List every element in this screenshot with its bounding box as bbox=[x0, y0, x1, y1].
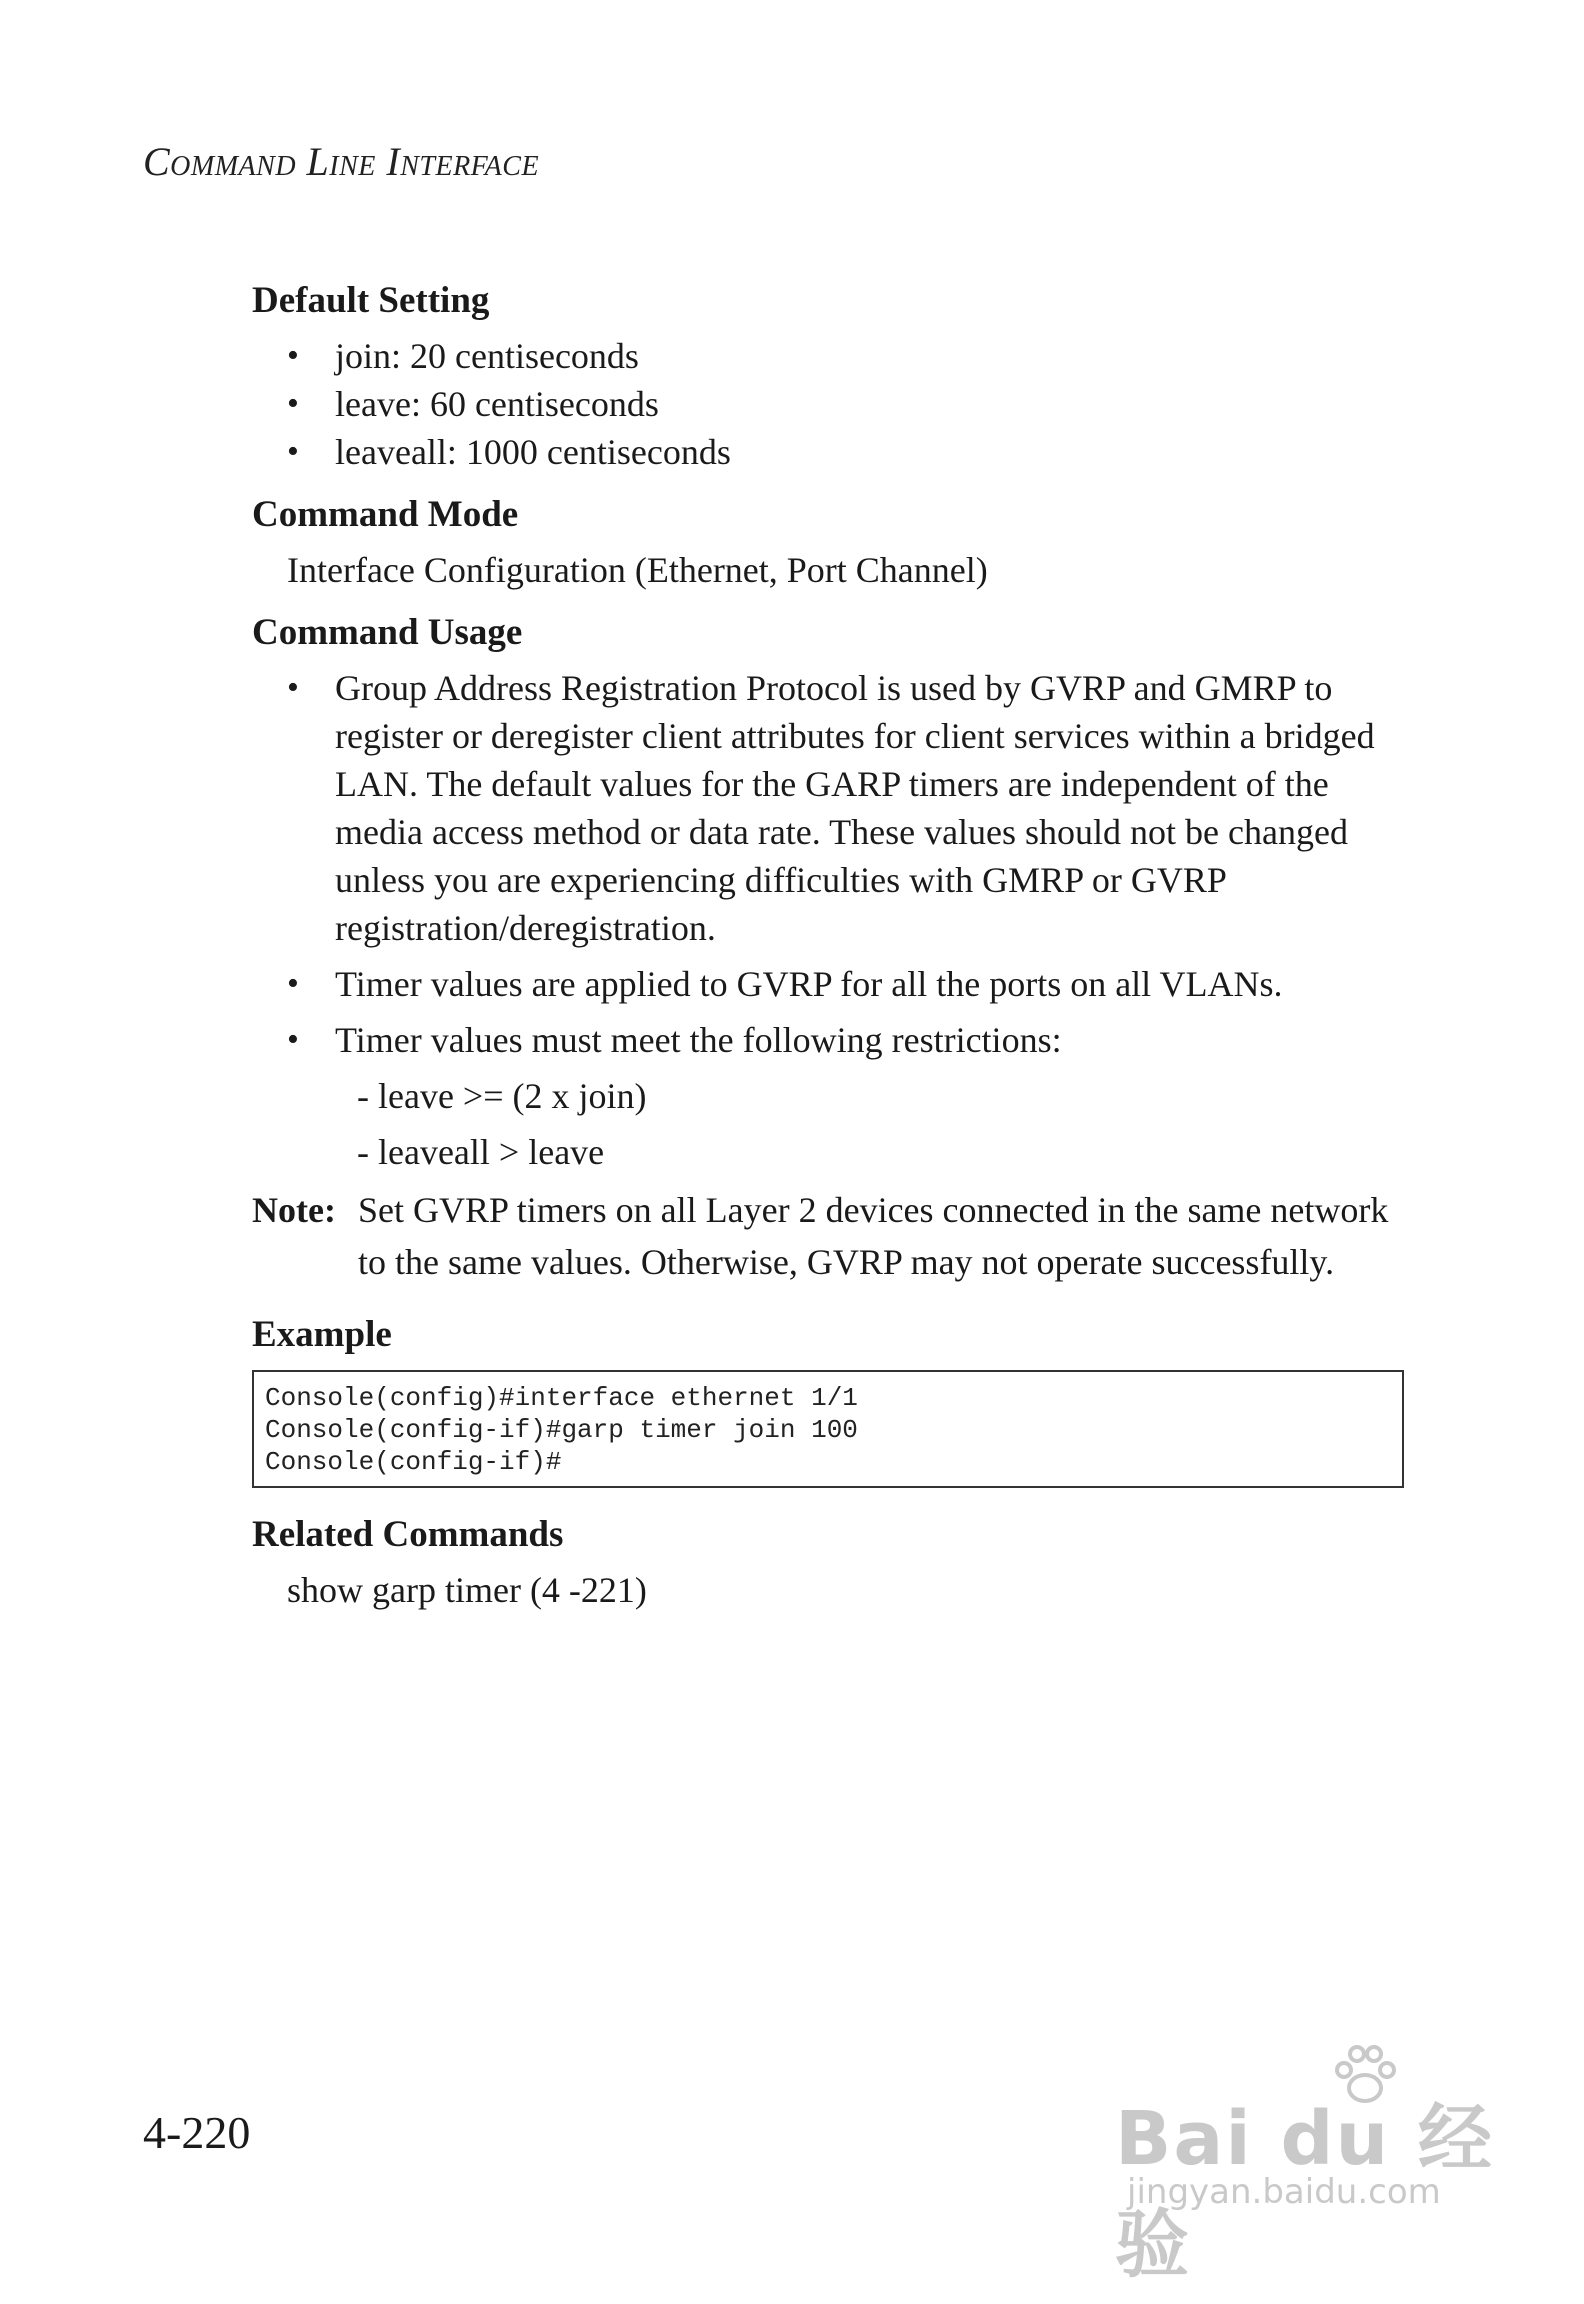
page-content bbox=[252, 276, 1412, 1614]
note-text: Set GVRP timers on all Layer 2 devices connected in the same network to the same values. Otherwise, GVRP may not operate successfully. bbox=[358, 1190, 1389, 1282]
related-commands-heading: Related Commands bbox=[252, 1514, 564, 1555]
list-item: • leave: 60 centiseconds bbox=[252, 380, 1412, 428]
note-label: Note: bbox=[252, 1190, 336, 1230]
list-item: • join: 20 centiseconds bbox=[252, 332, 1412, 380]
default-setting-list bbox=[252, 332, 1412, 476]
list-item: • Group Address Registration Protocol is used by GVRP and GMRP to register or deregister client attributes for client services within a bridged LAN. The default values for the GARP timers are independent of the media access method or data rate. These values should not be changed unless you are experiencing difficulties with GMRP or GVRP registration/deregistration. bbox=[252, 664, 1412, 952]
note-block bbox=[252, 1184, 1412, 1288]
list-item: • Timer values are applied to GVRP for all the ports on all VLANs. bbox=[252, 960, 1412, 1008]
code-example-box bbox=[252, 1370, 1404, 1488]
default-setting-heading: Default Setting bbox=[252, 280, 490, 321]
command-mode-heading: Command Mode bbox=[252, 494, 519, 535]
page-number: 4-220 bbox=[143, 2107, 251, 2158]
code-line: Console(config-if)#garp timer join 100 bbox=[265, 1415, 858, 1445]
list-item: • leaveall: 1000 centiseconds bbox=[252, 428, 1412, 476]
list-item: • Timer values must meet the following restrictions: bbox=[252, 1016, 1412, 1064]
code-line: Console(config)#interface ethernet 1/1 bbox=[265, 1383, 858, 1413]
code-line: Console(config-if)# bbox=[265, 1447, 562, 1477]
command-usage-heading: Command Usage bbox=[252, 612, 523, 653]
watermark-url: jingyan.baidu.com bbox=[1127, 2172, 1441, 2212]
restriction-item: - leave >= (2 x join) bbox=[357, 1076, 647, 1116]
related-command-link: show garp timer (4 -221) bbox=[287, 1570, 647, 1610]
command-usage-list bbox=[252, 664, 1412, 1064]
baidu-watermark bbox=[1115, 2040, 1515, 2288]
command-mode-text: Interface Configuration (Ethernet, Port Channel) bbox=[287, 550, 988, 590]
running-header: Command Line Interface bbox=[143, 139, 540, 184]
restriction-item: - leaveall > leave bbox=[357, 1132, 605, 1172]
example-heading: Example bbox=[252, 1314, 392, 1355]
restriction-list bbox=[252, 1072, 1412, 1176]
watermark-logo: Bai du 经验 bbox=[1115, 2096, 1494, 2288]
